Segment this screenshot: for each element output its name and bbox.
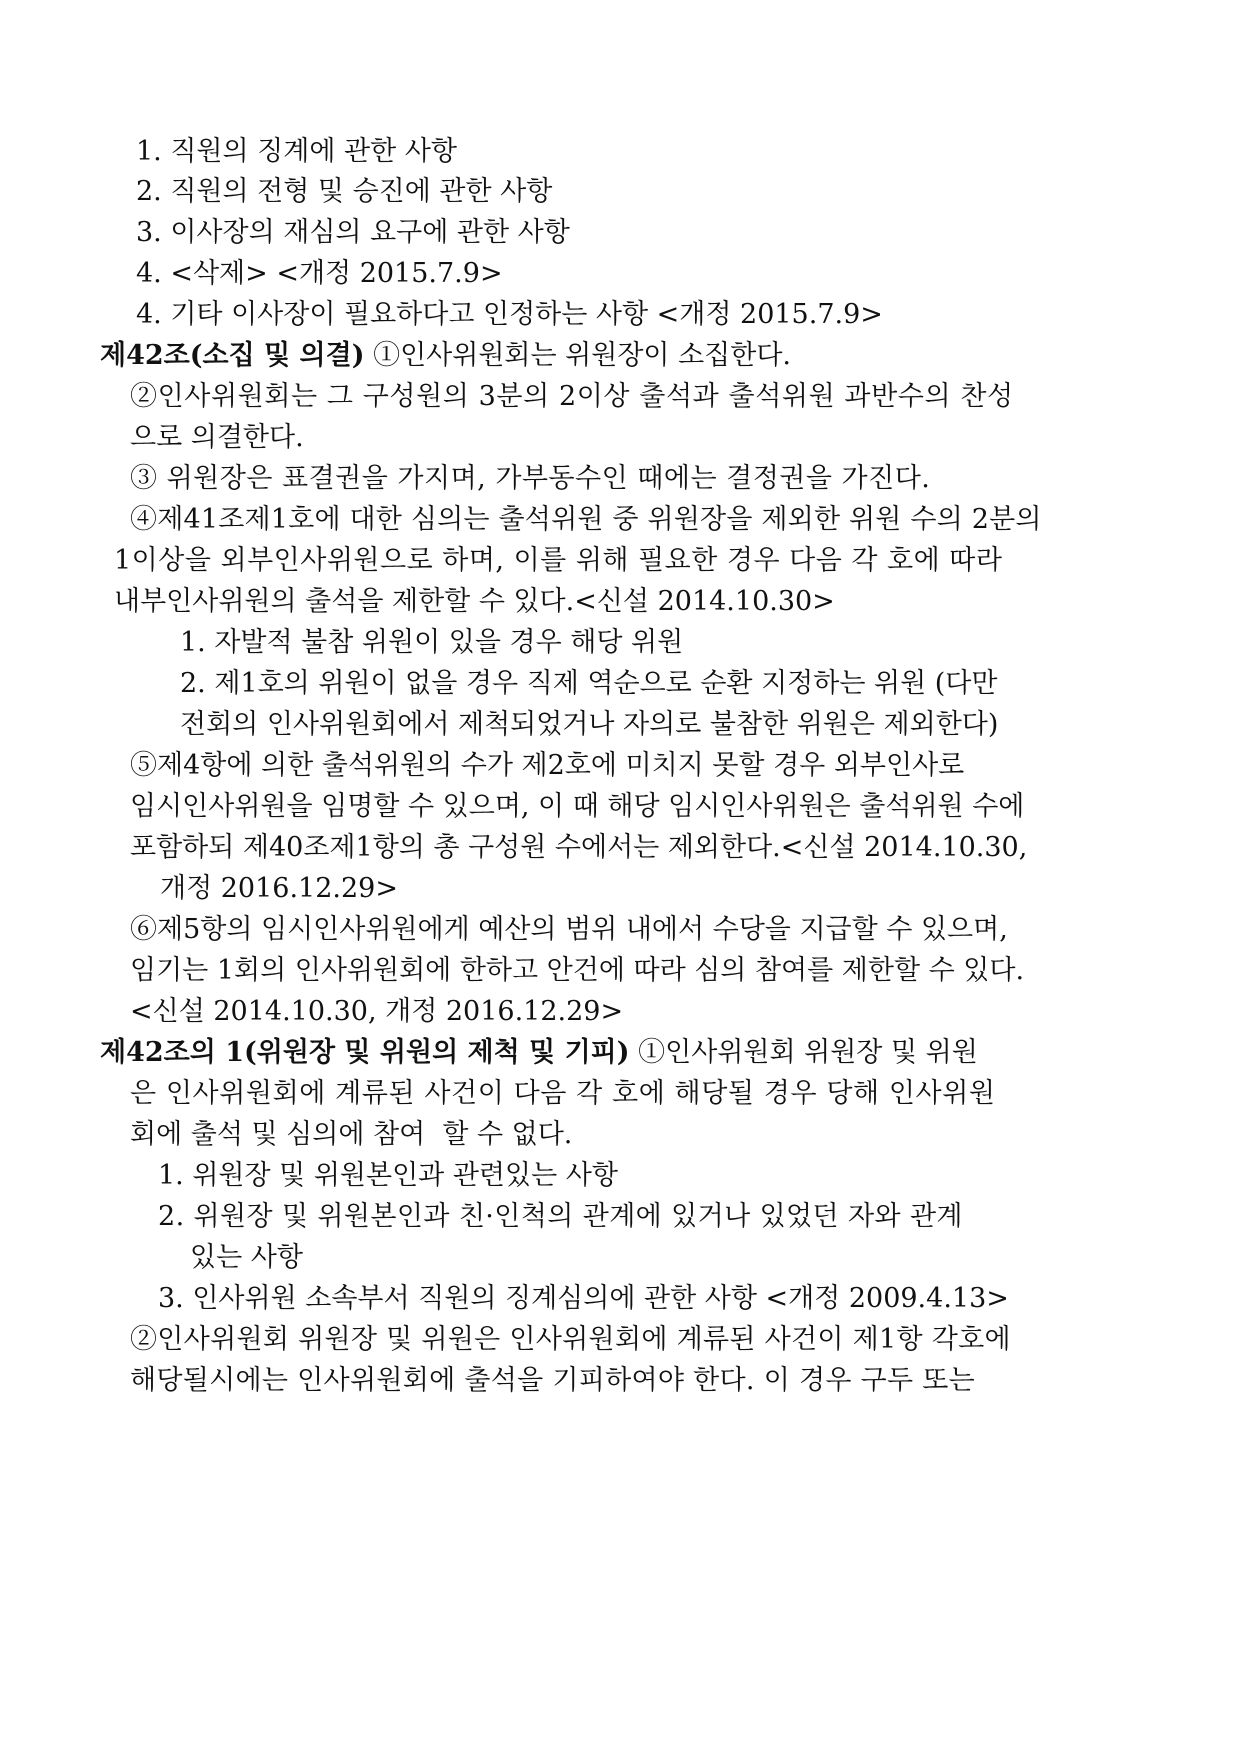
paragraph-line: 은 인사위원회에 계류된 사건이 다음 각 호에 해당될 경우 당해 인사위원 [130, 1078, 996, 1109]
paragraph-line: 개정 2016.12.29> [160, 873, 398, 904]
paragraph-line: 내부인사위원의 출석을 제한할 수 있다.<신설 2014.10.30> [114, 586, 835, 617]
paragraph-line: 임기는 1회의 인사위원회에 한하고 안건에 따라 심의 참여를 제한할 수 있다. [130, 955, 1025, 986]
article-heading: 제42조의 1(위원장 및 위원의 제척 및 기피) [100, 1037, 630, 1068]
paragraph-line: <신설 2014.10.30, 개정 2016.12.29> [130, 996, 624, 1027]
paragraph-line: 회에 출석 및 심의에 참여 할 수 없다. [130, 1119, 573, 1150]
paragraph-line: 해당될시에는 인사위원회에 출석을 기피하여야 한다. 이 경우 구두 또는 [130, 1365, 976, 1396]
paragraph-line: 포함하되 제40조제1항의 총 구성원 수에서는 제외한다.<신설 2014.10.30, [130, 832, 1028, 863]
paragraph-line: 1이상을 외부인사위원으로 하며, 이를 위해 필요한 경우 다음 각 호에 따라 [114, 545, 1003, 576]
paragraph-line: ③ 위원장은 표결권을 가지며, 가부동수인 때에는 결정권을 가진다. [130, 463, 931, 494]
subitem-line: 있는 사항 [190, 1242, 303, 1273]
article-text: ①인사위원회는 위원장이 소집한다. [364, 340, 791, 371]
item-line: 4. 기타 이사장이 필요하다고 인정하는 사항 <개정 2015.7.9> [136, 299, 883, 330]
subitem-line: 전회의 인사위원회에서 제척되었거나 자의로 불참한 위원은 제외한다) [180, 709, 999, 740]
article-heading: 제42조(소집 및 의결) [100, 340, 365, 371]
subitem-line: 1. 위원장 및 위원본인과 관련있는 사항 [158, 1160, 618, 1191]
paragraph-line: ⑤제4항에 의한 출석위원의 수가 제2호에 미치지 못할 경우 외부인사로 [130, 750, 965, 781]
paragraph-line: ②인사위원회 위원장 및 위원은 인사위원회에 계류된 사건이 제1항 각호에 [130, 1324, 1011, 1355]
article-text: ①인사위원회 위원장 및 위원 [629, 1037, 978, 1068]
item-line: 4. <삭제> <개정 2015.7.9> [136, 258, 503, 289]
subitem-line: 2. 위원장 및 위원본인과 친·인척의 관계에 있거나 있었던 자와 관계 [158, 1201, 963, 1232]
paragraph-line: 으로 의결한다. [130, 422, 304, 453]
paragraph-line: ⑥제5항의 임시인사위원에게 예산의 범위 내에서 수당을 지급할 수 있으며, [130, 914, 1008, 945]
subitem-line: 1. 자발적 불참 위원이 있을 경우 해당 위원 [180, 627, 684, 658]
item-line: 1. 직원의 징계에 관한 사항 [136, 136, 457, 167]
article-line [100, 336, 1140, 376]
item-line: 2. 직원의 전형 및 승진에 관한 사항 [136, 176, 553, 207]
item-line: 3. 이사장의 재심의 요구에 관한 사항 [136, 217, 570, 248]
subitem-line: 2. 제1호의 위원이 없을 경우 직제 역순으로 순환 지정하는 위원 (다만 [180, 668, 998, 699]
paragraph-line: ②인사위원회는 그 구성원의 3분의 2이상 출석과 출석위원 과반수의 찬성 [130, 381, 1014, 412]
article-line [100, 1033, 1180, 1073]
subitem-line: 3. 인사위원 소속부서 직원의 징계심의에 관한 사항 <개정 2009.4.13> [158, 1283, 1009, 1314]
paragraph-line: 임시인사위원을 임명할 수 있으며, 이 때 해당 임시인사위원은 출석위원 수에 [130, 791, 1025, 822]
paragraph-line: ④제41조제1호에 대한 심의는 출석위원 중 위원장을 제외한 위원 수의 2분의 [130, 504, 1042, 535]
